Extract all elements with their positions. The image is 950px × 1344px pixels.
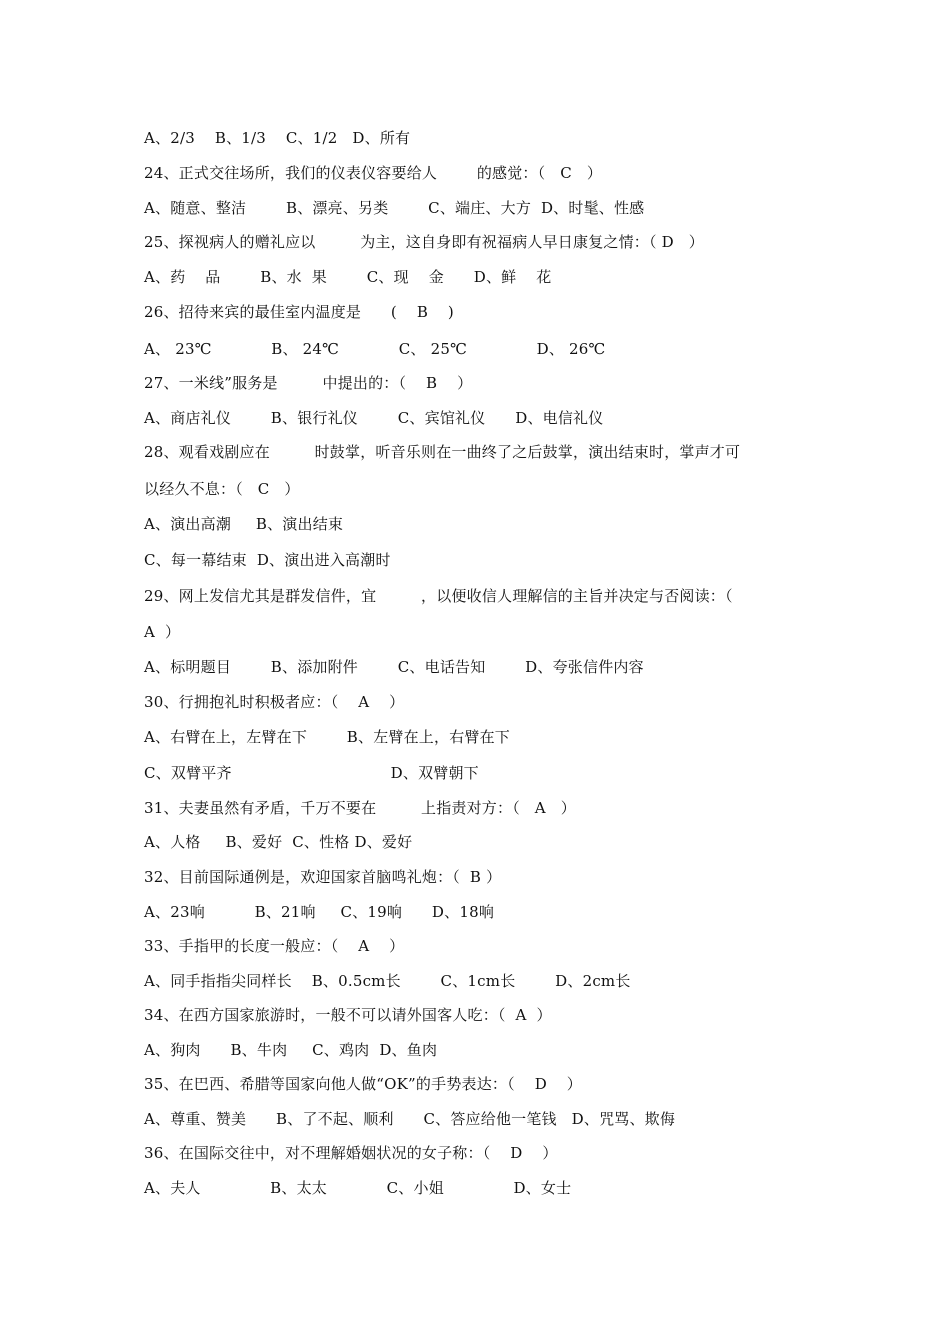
q35-question: 35、在巴西、希腊等国家向他人做“OK”的手势表达：（ D ） <box>144 1075 583 1093</box>
q24-question: 24、正式交往场所，我们的仪表仪容要给人 的感觉：（ C ） <box>144 164 603 182</box>
q27-question: 27、一米线”服务是 中提出的：（ B ） <box>144 374 473 392</box>
q24-options: A、随意、整洁 B、漂亮、另类 C、端庄、大方 D、时髦、性感 <box>144 199 645 217</box>
q36-question: 36、在国际交往中，对不理解婚姻状况的女子称：（ D ） <box>144 1144 558 1162</box>
q29-question: 29、网上发信尤其是群发信件，宜 ，以便收信人理解信的主旨并决定与否阅读：（ <box>144 587 733 605</box>
q32-options: A、23响 B、21响 C、19响 D、18响 <box>144 903 495 921</box>
q36-options: A、夫人 B、太太 C、小姐 D、女士 <box>144 1179 572 1197</box>
q25-options: A、药 品 B、水 果 C、现 金 D、鲜 花 <box>144 268 552 286</box>
q31-question: 31、夫妻虽然有矛盾，千万不要在 上指责对方：（ A ） <box>144 799 576 817</box>
q33-options: A、同手指指尖同样长 B、0.5cm长 C、1cm长 D、2cm长 <box>144 972 631 990</box>
q26-question: 26、招待来宾的最佳室内温度是 ( B ) <box>144 303 454 321</box>
q25-question: 25、探视病人的赠礼应以 为主，这自身即有祝福病人早日康复之情：（ D ） <box>144 233 705 251</box>
q28-question: 28、观看戏剧应在 时鼓掌，听音乐则在一曲终了之后鼓掌，演出结束时，掌声才可 <box>144 443 741 461</box>
q30-options-line2: C、双臂平齐 D、双臂朝下 <box>144 764 479 782</box>
q35-options: A、尊重、赞美 B、了不起、顺利 C、答应给他一笔钱 D、咒骂、欺侮 <box>144 1110 676 1128</box>
q28-options-line1: A、演出高潮 B、演出结束 <box>144 515 344 533</box>
q28-options-line2: C、每一幕结束 D、演出进入高潮时 <box>144 551 391 569</box>
q29-answer: A ） <box>144 623 181 641</box>
q34-question: 34、在西方国家旅游时，一般不可以请外国客人吃：（ A ） <box>144 1006 552 1024</box>
q28-question-continued: 以经久不息：（ C ） <box>144 480 300 498</box>
q32-question: 32、目前国际通例是，欢迎国家首脑鸣礼炮：（ B ） <box>144 868 502 886</box>
q33-question: 33、手指甲的长度一般应：（ A ） <box>144 937 405 955</box>
q23-options: A、2/3 B、1/3 C、1/2 D、所有 <box>144 129 411 147</box>
q31-options: A、人格 B、爱好 C、性格 D、爱好 <box>144 833 413 851</box>
q30-options-line1: A、右臂在上，左臂在下 B、左臂在上，右臂在下 <box>144 728 511 746</box>
q27-options: A、商店礼仪 B、银行礼仪 C、宾馆礼仪 D、电信礼仪 <box>144 409 604 427</box>
q30-question: 30、行拥抱礼时积极者应：（ A ） <box>144 693 405 711</box>
q34-options: A、狗肉 B、牛肉 C、鸡肉 D、鱼肉 <box>144 1041 438 1059</box>
q26-options: A、 23℃ B、 24℃ C、 25℃ D、 26℃ <box>144 340 606 358</box>
q29-options: A、标明题目 B、添加附件 C、电话告知 D、夸张信件内容 <box>144 658 644 676</box>
